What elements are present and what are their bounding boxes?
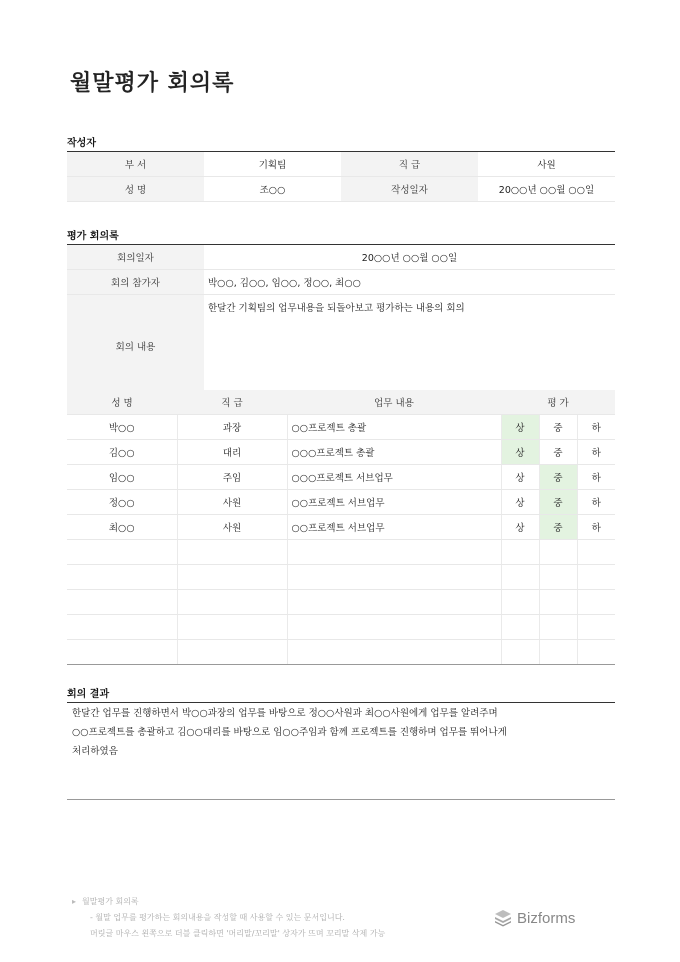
eval-name-cell: 박○○ [67, 415, 177, 440]
eval-rank-cell: 사원 [177, 515, 287, 540]
eval-rating-cell: 하 [577, 440, 615, 465]
dept-label: 부 서 [67, 152, 204, 177]
eval-header-task: 업무 내용 [287, 390, 501, 415]
table-row [67, 465, 615, 490]
eval-name-cell: 정○○ [67, 490, 177, 515]
eval-task-cell [287, 640, 501, 665]
bizforms-logo-icon [494, 909, 512, 927]
eval-rank-cell: 대리 [177, 440, 287, 465]
eval-rating-cell [577, 615, 615, 640]
result-text [72, 704, 612, 761]
eval-rating-cell: 중 [539, 515, 577, 540]
eval-rating-cell: 상 [501, 465, 539, 490]
write-date-label: 작성일자 [341, 177, 478, 202]
eval-rating-cell [539, 640, 577, 665]
meeting-date-value: 20○○년 ○○월 ○○일 [204, 245, 615, 270]
eval-name-cell: 임○○ [67, 465, 177, 490]
table-row [67, 615, 615, 640]
eval-header-name: 성 명 [67, 390, 177, 415]
dept-value: 기획팀 [204, 152, 341, 177]
eval-name-cell [67, 615, 177, 640]
eval-rating-cell: 중 [539, 490, 577, 515]
eval-rating-cell [539, 565, 577, 590]
table-row [67, 590, 615, 615]
eval-rating-cell [501, 615, 539, 640]
eval-rating-cell [577, 590, 615, 615]
eval-header-rating: 평 가 [501, 390, 615, 415]
eval-rating-cell: 하 [577, 515, 615, 540]
eval-rating-cell: 상 [501, 440, 539, 465]
brand-name: Bizforms [517, 909, 576, 927]
eval-rating-cell [539, 615, 577, 640]
eval-rank-cell [177, 640, 287, 665]
attendees-label: 회의 참가자 [67, 270, 204, 295]
bullet-icon: ▸ [72, 897, 77, 906]
author-section-label: 작성자 [67, 138, 96, 149]
content-value: 한달간 기획팀의 업무내용을 되돌아보고 평가하는 내용의 회의 [204, 295, 615, 397]
minutes-table [67, 244, 615, 397]
eval-rating-cell: 상 [501, 490, 539, 515]
eval-rating-cell [501, 590, 539, 615]
write-date-value: 20○○년 ○○월 ○○일 [478, 177, 615, 202]
eval-rating-cell: 중 [539, 465, 577, 490]
eval-rating-cell: 하 [577, 490, 615, 515]
eval-name-cell: 김○○ [67, 440, 177, 465]
eval-task-cell: ○○○프로젝트 총괄 [287, 440, 501, 465]
table-row [67, 540, 615, 565]
rank-value: 사원 [478, 152, 615, 177]
eval-rank-cell [177, 540, 287, 565]
table-row [67, 640, 615, 665]
eval-rating-cell [577, 565, 615, 590]
eval-header-rank: 직 급 [177, 390, 287, 415]
eval-task-cell: ○○프로젝트 총괄 [287, 415, 501, 440]
result-section-label: 회의 결과 [67, 689, 110, 700]
attendees-value: 박○○, 김○○, 임○○, 정○○, 최○○ [204, 270, 615, 295]
eval-rating-cell [539, 590, 577, 615]
eval-rating-cell [539, 540, 577, 565]
table-row [67, 515, 615, 540]
meeting-date-label: 회의일자 [67, 245, 204, 270]
eval-rank-cell: 과장 [177, 415, 287, 440]
footer-line-2: 머릿글 마우스 왼쪽으로 더블 클릭하면 '머리말/꼬리말' 상자가 뜨며 꼬리말 삭제 가능 [90, 929, 386, 938]
eval-name-cell [67, 540, 177, 565]
table-row [67, 565, 615, 590]
eval-name-cell [67, 590, 177, 615]
eval-rank-cell [177, 615, 287, 640]
name-label: 성 명 [67, 177, 204, 202]
eval-rank-cell [177, 590, 287, 615]
document-title: 월말평가 회의록 [70, 71, 235, 96]
table-row [67, 440, 615, 465]
result-line: 한달간 업무를 진행하면서 박○○과장의 업무를 바탕으로 정○○사원과 최○○사원에게 업무를 알려주며 [72, 708, 498, 719]
result-bottom-rule [67, 799, 615, 800]
evaluation-table [67, 390, 615, 665]
eval-task-cell: ○○○프로젝트 서브업무 [287, 465, 501, 490]
bizforms-logo [494, 909, 575, 927]
eval-rating-cell: 하 [577, 465, 615, 490]
eval-rating-cell: 중 [539, 415, 577, 440]
eval-rating-cell: 상 [501, 415, 539, 440]
eval-name-cell: 최○○ [67, 515, 177, 540]
author-table [67, 151, 615, 202]
eval-rank-cell: 사원 [177, 490, 287, 515]
eval-name-cell [67, 640, 177, 665]
eval-rating-cell: 중 [539, 440, 577, 465]
eval-rating-cell: 상 [501, 515, 539, 540]
eval-task-cell [287, 615, 501, 640]
eval-rank-cell [177, 565, 287, 590]
name-value: 조○○ [204, 177, 341, 202]
result-line: 처리하였음 [72, 746, 118, 757]
table-row [67, 415, 615, 440]
footer-line-1: - 월말 업무를 평가하는 회의내용을 작성할 때 사용할 수 있는 문서입니다. [90, 913, 345, 922]
eval-rating-cell [501, 540, 539, 565]
table-row [67, 490, 615, 515]
eval-rating-cell: 하 [577, 415, 615, 440]
eval-name-cell [67, 565, 177, 590]
eval-task-cell: ○○프로젝트 서브업무 [287, 515, 501, 540]
eval-rating-cell [501, 640, 539, 665]
eval-task-cell [287, 590, 501, 615]
result-line: ○○프로젝트를 총괄하고 김○○대리를 바탕으로 임○○주임과 함께 프로젝트를 진행하며 업무를 뛰어나게 [72, 727, 507, 738]
content-label: 회의 내용 [67, 295, 204, 397]
eval-task-cell [287, 540, 501, 565]
eval-rating-cell [577, 640, 615, 665]
eval-rating-cell [577, 540, 615, 565]
rank-label: 직 급 [341, 152, 478, 177]
footer-note [72, 894, 385, 942]
eval-task-cell: ○○프로젝트 서브업무 [287, 490, 501, 515]
eval-rating-cell [501, 565, 539, 590]
result-top-rule [67, 702, 615, 703]
eval-rank-cell: 주임 [177, 465, 287, 490]
footer-title: 월말평가 회의록 [82, 897, 139, 906]
minutes-section-label: 평가 회의록 [67, 231, 119, 242]
eval-task-cell [287, 565, 501, 590]
